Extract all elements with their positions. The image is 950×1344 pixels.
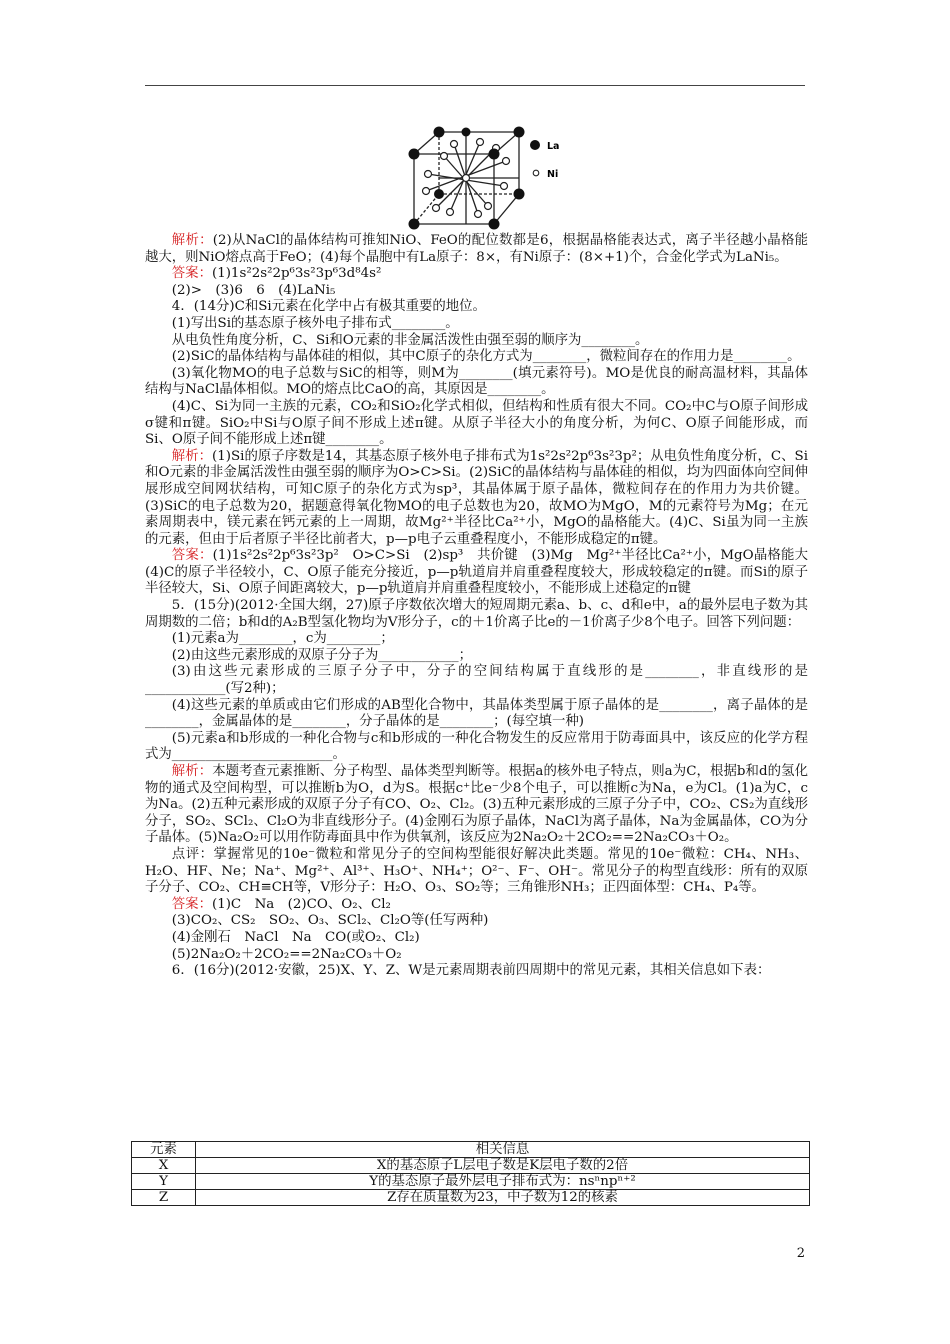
answer-line: (5)2Na₂O₂＋2CO₂==2Na₂CO₃＋O₂	[171, 946, 402, 962]
analysis-paragraph	[145, 449, 808, 549]
answer-paragraph	[145, 266, 808, 283]
element-info-table	[131, 1141, 810, 1206]
analysis-label: 解析：	[171, 764, 213, 779]
analysis-text: (2)从NaCl的晶体结构可推知NiO、FeO的配位数都是6，根据晶格能表达式，离子半径越小晶格能越大，则NiO熔点高于FeO；(4)每个晶胞中有La原子：8×，有Ni原子：(8×+1)个，合金化学式为LaNi₅。	[145, 233, 809, 265]
question-part: (4)这些元素的单质或由它们形成的AB型化合物中，其晶体类型属于原子晶体的是________，离子晶体的是________，金属晶体的是________，分子晶体的是________；(每空填一种)	[145, 697, 808, 730]
comment-paragraph: 点评：掌握常见的10e⁻微粒和常见分子的空间构型能很好解决此类题。常见的10e⁻微粒：CH₄、NH₃、H₂O、HF、Ne；Na⁺、Mg²⁺、Al³⁺、H₃O⁺、NH₄⁺；O²⁻、F⁻、OH⁻。常见分子的构型直线形：所有的双原子分子、CO₂、CH≡CH等，V形分子：H₂O、O₃、SO₂等；三角锥形NH₃；正四面体型：CH₄、P₄等。	[145, 846, 808, 896]
answer-line: (2)> (3)6 6 (4)LaNi₅	[171, 282, 336, 298]
analysis-label: 解析：	[171, 448, 213, 464]
answer-text: (1)C Na (2)CO、O₂、Cl₂	[211, 896, 391, 912]
question-part: (1)元素a为________，c为________；	[171, 631, 394, 647]
question-part: (3)氧化物MO的电子总数与SiC的相等，则M为________(填元素符号)。MO是优良的耐高温材料，其晶体结构与NaCl晶体相似。MO的熔点比CaO的高，其原因是________。	[145, 365, 808, 398]
answer-paragraph	[145, 548, 822, 598]
question-part: 从电负性角度分析，C、Si和O元素的非金属活泼性由强至弱的顺序为________。	[171, 332, 649, 348]
answer-label: 答案：	[171, 266, 212, 282]
question-heading: 4．(14分)C和Si元素在化学中占有极其重要的地位。	[171, 299, 486, 315]
analysis-paragraph	[145, 764, 808, 847]
cell-info: Z存在质量数为23，中子数为12的核素	[196, 1190, 810, 1206]
analysis-label: 解析：	[171, 233, 213, 248]
answer-label: 答案：	[171, 548, 213, 564]
question-part: (4)C、Si为同一主族的元素，CO₂和SiO₂化学式相似，但结构和性质有很大不同。CO₂中C与O原子间形成σ键和π键。SiO₂中Si与O原子间不形成上述π键。从原子半径大小的角度分析，为何C、O原子间能形成，而Si、O原子间不能形成上述π键________。	[145, 398, 808, 448]
question-part: (5)元素a和b形成的一种化合物与c和b形成的一种化合物发生的反应常用于防毒面具中，该反应的化学方程式为________________________。	[145, 730, 808, 763]
question-part: (2)由这些元素形成的双原子分子为____________；	[171, 647, 472, 663]
analysis-text: (1)Si的原子序数是14，其基态原子核外电子排布式为1s²2s²2p⁶3s²3p²；从电负性角度分析，C、Si和O元素的非金属活泼性由强至弱的顺序为O>C>Si。(2)SiC的晶体结构与晶体硅的相似，均为四面体向空间伸展形成空间网状结构，可知C原子的杂化方式为sp³，其晶体属于原子晶体，微粒间存在的作用力为共价键。(3)SiC的电子总数为20，据题意得氧化物MO的电子总数也为20，故MO为MgO，M的元素符号为Mg；在元素周期表中，镁元素在钙元素的上一周期，故Mg²⁺半径比Ca²⁺小，MgO的晶格能大。(4)C、Si虽为同一主族的元素，但由于后者原子半径比前者大，p—p电子云重叠程度小，不能形成稳定的π键。	[145, 448, 809, 547]
cell-element: Z	[132, 1190, 196, 1206]
header-info: 相关信息	[196, 1142, 810, 1158]
legend-ni: Ni	[547, 169, 559, 180]
question-heading: 6．(16分)(2012·安徽，25)X、Y、Z、W是元素周期表前四周期中的常见元素，其相关信息如下表：	[171, 963, 771, 979]
question-part: (3)由这些元素形成的三原子分子中，分子的空间结构属于直线形的是________，非直线形的是____________(写2种)；	[145, 664, 808, 697]
cell-info: Y的基态原子最外层电子排布式为：nsⁿnpⁿ⁺²	[196, 1174, 810, 1190]
answer-label: 答案：	[171, 896, 212, 912]
answer-line: (3)CO₂、CS₂ SO₂、O₃、SCl₂、Cl₂O等(任写两种)	[171, 913, 489, 929]
table-header-row	[132, 1142, 810, 1158]
cell-element: X	[132, 1158, 196, 1174]
page-number: 2	[796, 1246, 805, 1261]
header-element: 元素	[132, 1142, 196, 1158]
legend-la: La	[547, 141, 560, 152]
crystal-structure-figure	[408, 126, 578, 236]
question-part: (2)SiC的晶体结构与晶体硅的相似，其中C原子的杂化方式为________，微粒间存在的作用力是________。	[171, 349, 801, 365]
cell-element: Y	[132, 1174, 196, 1190]
table-row	[132, 1190, 810, 1206]
analysis-paragraph	[145, 233, 808, 266]
answer-text: (1)1s²2s²2p⁶3s²3p² O>C>Si (2)sp³ 共价键 (3)Mg Mg²⁺半径比Ca²⁺小，MgO晶格能大 (4)C的原子半径较小，C、O原子能充分接近，p—p轨道肩并肩重叠程度较大，形成较稳定的π键。而Si的原子半径较大，Si、O原子间距离较大，p—p轨道肩并肩重叠程度较小，不能形成上述稳定的π键	[145, 548, 822, 597]
answer-line: (4)金刚石 NaCl Na CO(或O₂、Cl₂)	[171, 929, 420, 945]
analysis-text: 本题考查元素推断、分子构型、晶体类型判断等。根据a的核外电子特点，则a为C，根据b和d的氢化物的通式及空间构型，可以推断b为O，d为S。根据c⁺比e⁻少8个电子，可以推断c为Na，e为Cl。(1)a为C，c为Na。(2)五种元素形成的双原子分子有CO、O₂、Cl₂。(3)五种元素形成的三原子分子中，CO₂、CS₂为直线形分子，SO₂、SCl₂、Cl₂O为非直线形分子。(4)金刚石为原子晶体，NaCl为离子晶体，Na为金属晶体，CO为分子晶体。(5)Na₂O₂可以用作防毒面具中作为供氧剂，该反应为2Na₂O₂＋2CO₂==2Na₂CO₃＋O₂。	[145, 764, 808, 846]
document-body	[145, 233, 822, 980]
answer-text: (1)1s²2s²2p⁶3s²3p⁶3d⁸4s²	[211, 266, 382, 282]
header-rule	[145, 85, 805, 86]
question-part: (1)写出Si的基态原子核外电子排布式________。	[171, 315, 459, 331]
cell-info: X的基态原子L层电子数是K层电子数的2倍	[196, 1158, 810, 1174]
answer-paragraph	[145, 897, 808, 914]
table-row	[132, 1174, 810, 1190]
question-heading: 5．(15分)(2012·全国大纲，27)原子序数依次增大的短周期元素a、b、c、d和e中，a的最外层电子数为其周期数的二倍；b和d的A₂B型氢化物均为V形分子，c的＋1价离子比e的－1价离子少8个电子。回答下列问题：	[145, 598, 808, 630]
table-row	[132, 1158, 810, 1174]
